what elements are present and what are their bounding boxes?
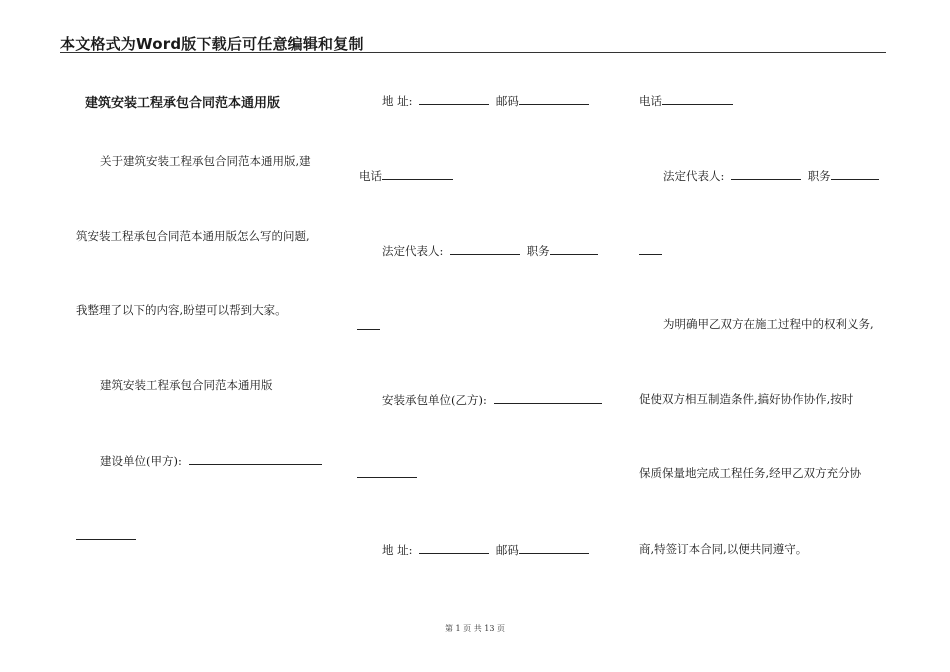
phone-label: 电话 [359, 169, 382, 183]
paragraph-line: 建筑安装工程承包合同范本通用版 [100, 378, 273, 392]
postcode-label: 邮码 [495, 543, 519, 557]
blank-line [357, 477, 417, 478]
blank-line [76, 539, 136, 540]
party-a-blank [189, 453, 322, 465]
party-a-label: 建设单位(甲方): [100, 454, 182, 468]
address-label: 地 址: [382, 94, 413, 108]
paragraph-line: 为明确甲乙双方在施工过程中的权利义务, [663, 317, 874, 331]
paragraph-line: 保质保量地完成工程任务,经甲乙双方充分协 [639, 466, 862, 480]
address-label: 地 址: [382, 543, 413, 557]
party-a-row [100, 453, 325, 468]
paragraph-line: 促使双方相互制造条件,搞好协作协作,按时 [639, 392, 854, 406]
position-label: 职务 [526, 244, 550, 258]
blank-line [639, 254, 662, 255]
phone-blank [662, 93, 733, 105]
legal-rep-blank [450, 243, 520, 255]
party-b-blank [494, 392, 602, 404]
party-b-label: 安装承包单位(乙方): [382, 393, 487, 407]
address-blank [419, 93, 489, 105]
position-label: 职务 [807, 169, 831, 183]
position-blank [831, 168, 879, 180]
header-title: 本文格式为Word版下载后可任意编辑和复制 [60, 35, 364, 53]
postcode-blank [519, 93, 589, 105]
legal-rep-label: 法定代表人: [382, 244, 444, 258]
paragraph-line: 商,特签订本合同,以便共同遵守。 [639, 542, 808, 556]
address-row [382, 93, 592, 108]
paragraph-line: 关于建筑安装工程承包合同范本通用版,建 [100, 154, 311, 168]
postcode-label: 邮码 [495, 94, 519, 108]
blank-line [357, 329, 380, 330]
phone-label: 电话 [639, 94, 662, 108]
page-number: 第 1 页 共 13 页 [445, 624, 505, 633]
position-blank [550, 243, 598, 255]
legal-rep-label: 法定代表人: [663, 169, 725, 183]
legal-rep-row [382, 243, 601, 258]
legal-rep-row [663, 168, 882, 183]
phone-row [359, 168, 456, 183]
phone-row [639, 93, 736, 108]
address-row [382, 542, 592, 557]
postcode-blank [519, 542, 589, 554]
paragraph-line: 筑安装工程承包合同范本通用版怎么写的问题, [76, 229, 310, 243]
phone-blank [382, 168, 453, 180]
document-title: 建筑安装工程承包合同范本通用版 [85, 96, 281, 111]
party-b-row [382, 392, 605, 407]
header-divider [60, 52, 886, 53]
address-blank [419, 542, 489, 554]
legal-rep-blank [731, 168, 801, 180]
paragraph-line: 我整理了以下的内容,盼望可以帮到大家。 [76, 303, 287, 317]
